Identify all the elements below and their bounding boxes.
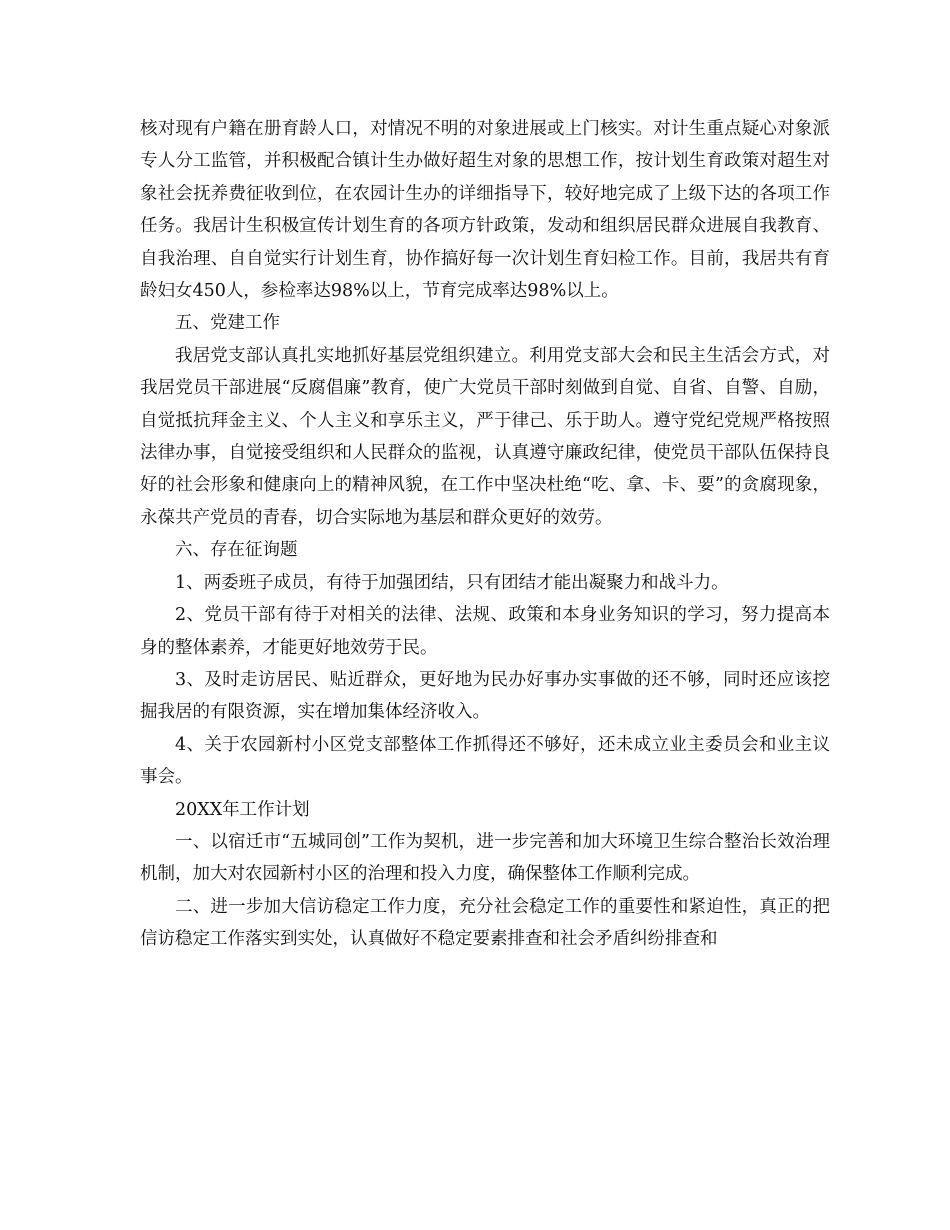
section-heading-work-plan: 20XX年工作计划 — [175, 799, 310, 820]
problem-item-4: 4、关于农园新村小区党支部整体工作抓得还不够好，还未成立业主委员会和业主议事会。 — [140, 734, 830, 788]
document-body — [140, 113, 830, 956]
plan-item-1: 一、以宿迁市“五城同创”工作为契机，进一步完善和加大环境卫生综合整治长效治理机制，加大对农园新村小区的治理和投入力度，确保整体工作顺利完成。 — [140, 831, 830, 885]
section-heading-party-building: 五、党建工作 — [175, 313, 280, 334]
paragraph-party-building: 我居党支部认真扎实地抓好基层党组织建立。利用党支部大会和民主生活会方式，对我居党员干部进展“反腐倡廉”教育，使广大党员干部时刻做到自觉、自省、自警、自励，自觉抵抗拜金主义、个人主义和享乐主义，严于律己、乐于助人。遵守党纪党规严格按照法律办事，自觉接受组织和人民群众的监视，认真遵守廉政纪律，使党员干部队伍保持良好的社会形象和健康向上的精神风貌，在工作中坚决杜绝“吃、拿、卡、要”的贪腐现象，永葆共产党员的青春，切合实际地为基层和群众更好的效劳。 — [140, 345, 830, 528]
paragraph-family-planning-continued: 核对现有户籍在册育龄人口，对情况不明的对象进展或上门核实。对计生重点疑心对象派专人分工监管，并积极配合镇计生办做好超生对象的思想工作，按计划生育政策对超生对象社会抚养费征收到位，在农园计生办的详细指导下，较好地完成了上级下达的各项工作任务。我居计生积极宣传计划生育的各项方针政策，发动和组织居民群众进展自我教育、自我治理、自自觉实行计划生育，协作搞好每一次计划生育妇检工作。目前，我居共有育龄妇女450人，参检率达98%以上，节育完成率达98%以上。 — [140, 119, 830, 302]
section-heading-existing-problems: 六、存在征询题 — [175, 540, 298, 561]
plan-item-2: 二、进一步加大信访稳定工作力度，充分社会稳定工作的重要性和紧迫性，真正的把信访稳定工作落实到实处，认真做好不稳定要素排查和社会矛盾纠纷排查和 — [140, 896, 830, 950]
problem-item-1: 1、两委班子成员，有待于加强团结，只有团结才能出凝聚力和战斗力。 — [175, 572, 729, 593]
problem-item-2: 2、党员干部有待于对相关的法律、法规、政策和本身业务知识的学习，努力提高本身的整体素养，才能更好地效劳于民。 — [140, 605, 830, 658]
problem-item-3: 3、及时走访居民、贴近群众，更好地为民办好事办实事做的还不够，同时还应该挖掘我居的有限资源，实在增加集体经济收入。 — [140, 669, 830, 723]
